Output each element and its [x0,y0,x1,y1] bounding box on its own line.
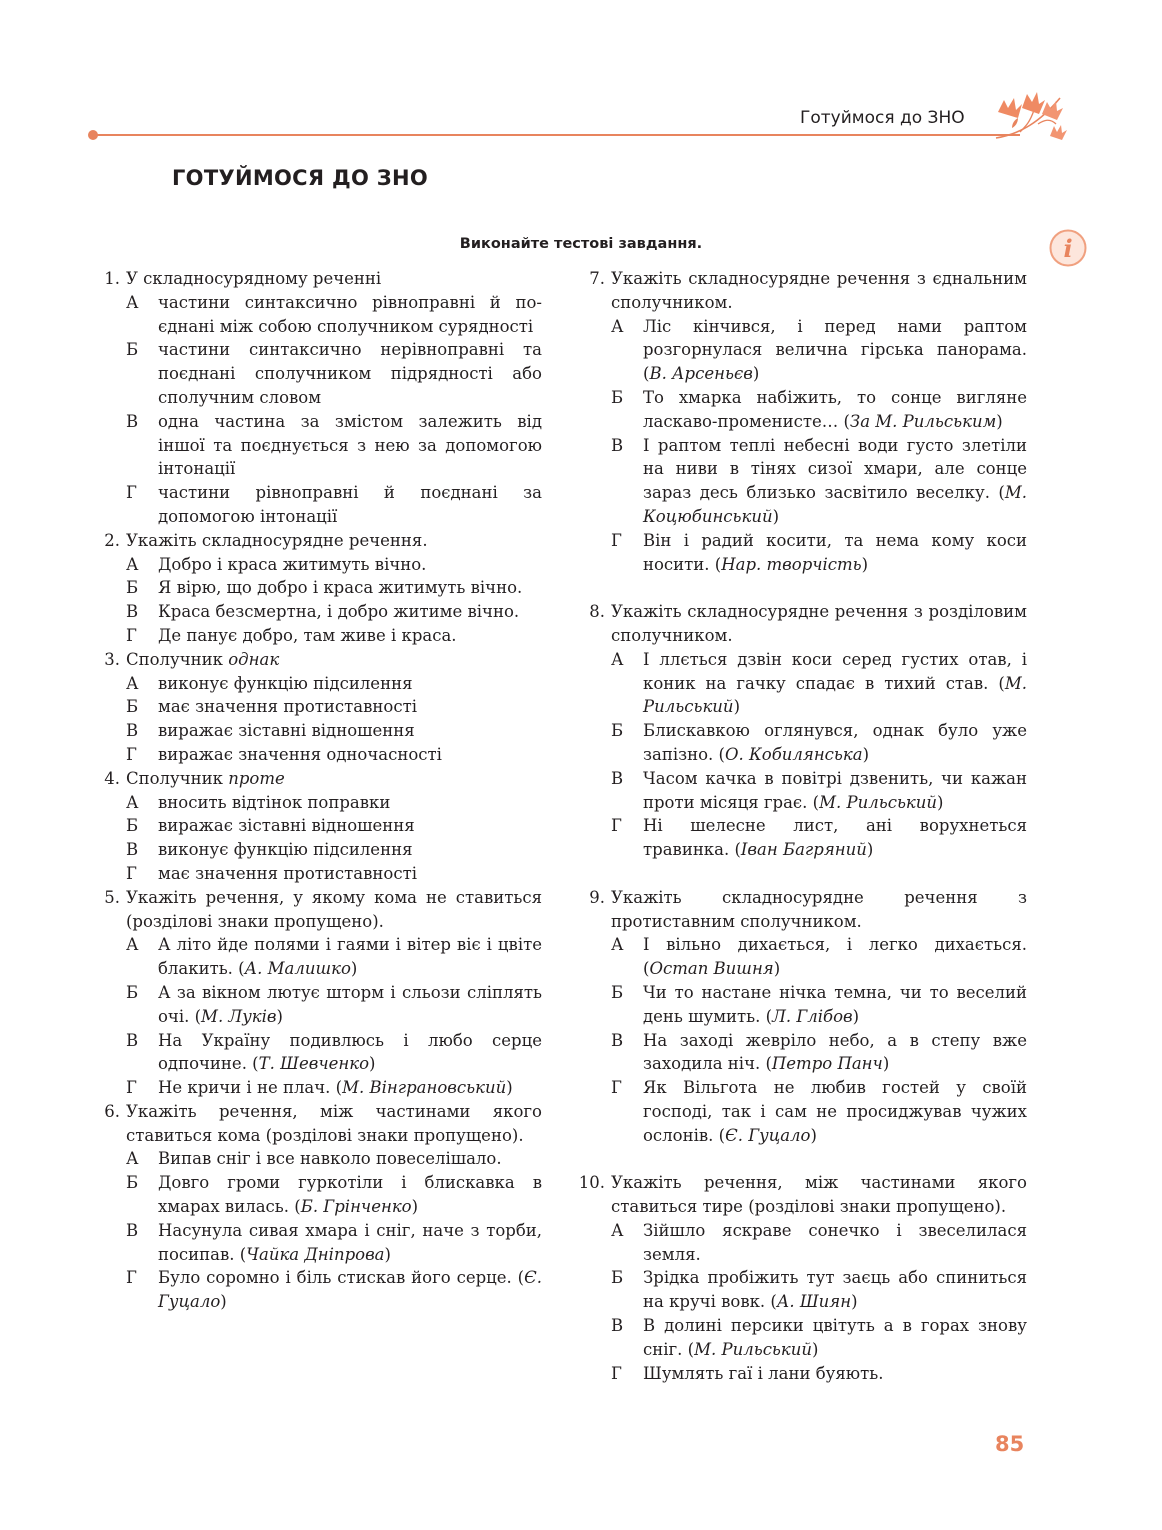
answer-option [575,1029,1027,1077]
answer-option [90,624,542,648]
question-number: 2. [104,530,120,550]
option-tail: ) [866,840,874,860]
answer-option [90,1266,542,1314]
option-letter: Г [611,530,622,550]
question-text-main: Укажіть складносурядне речення з розділовим сполучником. [611,602,1027,645]
option-text: Блискавкою оглянувся, однак було уже запізно. ( [643,721,1027,764]
question-text [611,886,1027,934]
option-text: Де панує добро, там живе і краса. [158,625,457,645]
option-letter: Г [126,625,137,645]
question-text [126,529,542,553]
option-text: Ні шелесне лист, ані ворухнеться травинка. ( [643,816,1027,860]
option-text: Краса безсмертна, і добро житиме вічно. [158,602,520,622]
option-text: Я вірю, що добро і краса житимуть вічно. [158,578,523,598]
option-letter: А [126,792,139,812]
option-tail: ) [733,697,740,717]
option-tail: ) [350,959,358,979]
answer-option [90,743,542,767]
answer-option [575,1076,1027,1147]
option-text: На заході жевріло небо, а в степу вже заходила ніч. ( [643,1030,1027,1074]
option-letter: Б [126,340,139,360]
option-text: виконує функцію підсилення [158,673,413,693]
question-gap [575,576,1027,600]
option-text: Шумлять гаї і лани буяють. [643,1363,884,1383]
option-source: Чайка Дніпрова [246,1244,385,1264]
option-text: частини синтаксично нерівноправні та поєднані сполучником підрядності або сполучним словом [158,340,542,407]
option-tail: ) [996,411,1003,431]
option-text: має значення протиставності [158,697,418,717]
option-source: М. Рильський [643,673,1027,717]
option-text: виконує функцію підсилення [158,840,413,860]
option-source: Іван Багряний [740,840,867,860]
question-text-main: Укажіть складносурядне речення з протиставним сполучником. [611,887,1027,931]
answer-option [90,1029,542,1077]
option-text: виражає значення одночасності [158,744,442,764]
option-letter: А [611,649,624,669]
answer-option [575,933,1027,981]
answer-option [90,838,542,862]
option-tail: ) [851,1292,858,1312]
option-letter: А [611,1220,624,1240]
option-letter: А [126,935,139,955]
question-text [126,1100,542,1148]
option-letter: Г [611,1363,622,1383]
svg-text:i: i [1063,234,1073,263]
option-source: О. Кобилянська [724,744,863,764]
question-text [611,600,1027,648]
answer-option [90,672,542,696]
option-tail: ) [384,1244,391,1264]
answer-option [575,434,1027,529]
option-letter: А [126,554,139,574]
answer-option [575,719,1027,767]
option-letter: Г [126,744,137,764]
option-source: М. Вінграновський [342,1078,507,1098]
answer-option [575,981,1027,1029]
option-source: За М. Рильським [849,411,997,431]
option-tail: ) [852,1006,860,1026]
option-tail: ) [882,1054,890,1074]
answer-option [90,791,542,815]
option-text: Він і радий косити, та нема кому коси носити. ( [643,530,1027,574]
question-text [611,1171,1027,1219]
option-source: В. Арсеньєв [649,364,753,384]
option-letter: А [126,673,139,693]
header-line [92,134,1020,136]
option-tail: ) [810,1125,817,1145]
answer-option [575,814,1027,862]
question-number: 8. [589,602,605,622]
question [90,1100,542,1148]
option-source: Л. Глібов [772,1006,853,1026]
option-tail: ) [752,364,760,384]
option-text: одна частина за змістом залежить від іншої та поєднується з нею за допомогою інтонації [158,411,542,479]
answer-option [90,719,542,743]
option-text: На Україну подивлюсь і любо серце одпочине. ( [158,1030,542,1074]
question-text-main: Укажіть речення, між частинами якого ставиться тире (розділові знаки пропущено). [611,1173,1027,1217]
answer-option [575,767,1027,815]
answer-option [90,291,542,339]
option-letter: А [126,1149,139,1169]
option-text: Випав сніг і все навколо повеселішало. [158,1149,502,1169]
option-tail: ) [772,506,780,526]
answer-option [90,814,542,838]
option-source: А. Шиян [776,1292,852,1312]
answer-option [575,1219,1027,1267]
option-letter: А [611,935,624,955]
answer-option [90,1219,542,1267]
question [575,600,1027,648]
option-letter: А [611,316,624,336]
answer-option [90,1171,542,1219]
option-letter: В [611,1030,624,1050]
option-letter: В [126,411,139,431]
option-letter: Г [126,863,137,883]
option-letter: Б [126,982,139,1002]
question-text-italic: однак [228,649,280,669]
option-letter: Г [126,483,137,503]
option-letter: В [126,1030,139,1050]
option-source: Є. Гуцало [158,1268,542,1312]
questions-column-left [90,267,542,1314]
answer-option [90,481,542,529]
answer-option [90,553,542,577]
option-letter: В [611,1316,624,1336]
option-tail: ) [862,744,870,764]
option-text: А за вікном лютує шторм і сльози сліплять очі. ( [158,982,542,1026]
option-text: Насунула сивая хмара і сніг, наче з торби, посипав. ( [158,1220,542,1264]
option-text: Часом качка в повітрі дзвенить, чи кажан проти місяця грає. ( [643,768,1027,812]
answer-option [90,338,542,409]
questions-column-right [575,267,1027,1385]
option-text: виражає зіставні відношення [158,816,415,836]
question [90,886,542,934]
option-letter: В [126,721,139,741]
question [575,1171,1027,1219]
question-number: 7. [589,269,605,288]
question-text-main: У складносурядному реченні [126,269,382,288]
answer-option [575,1362,1027,1386]
option-tail: ) [861,554,869,574]
question-text-main: Укажіть речення, у якому кома не ставиться (розділові знаки пропущено). [126,887,542,931]
option-letter: В [126,840,139,860]
option-source: Є. Гуцало [725,1125,811,1145]
option-source: А. Малишко [244,959,351,979]
option-text: частини синтаксично рівноправні й по-єднані між собою сполучником сурядності [158,292,542,336]
option-letter: Б [611,1268,624,1288]
answer-option [90,981,542,1029]
option-source: М. Рильський [819,792,938,812]
option-tail: ) [937,792,944,812]
option-letter: Г [611,1078,622,1098]
option-letter: В [611,768,624,788]
option-letter: В [611,435,624,455]
question-text-main: Укажіть речення, між частинами якого ставиться кома (розділові знаки пропущено). [126,1101,542,1145]
option-text: В долині персики цвітуть а в горах знову сніг. ( [643,1316,1027,1359]
option-tail: ) [369,1054,376,1074]
option-letter: Б [126,578,139,598]
option-source: Петро Панч [771,1054,883,1074]
answer-option [90,933,542,981]
option-source: Т. Шевченко [258,1054,370,1074]
question-text [126,886,542,934]
option-tail: ) [220,1292,227,1312]
question-number: 3. [104,649,120,669]
option-text: Ліс кінчився, і перед нами раптом розгорнулася велична гірська панорама. ( [643,316,1027,384]
question-text-main: Сполучник [126,649,229,669]
option-tail: ) [411,1197,419,1217]
answer-option [575,386,1027,434]
option-text: Довго громи гуркотіли і блискавка в хмарах вилась. ( [158,1173,542,1217]
question-number: 6. [104,1101,120,1121]
question [90,648,542,672]
question-text-main: Сполучник [126,768,229,788]
option-tail: ) [506,1078,513,1098]
answer-option [575,648,1027,719]
answer-option [90,695,542,719]
question-text [126,648,542,672]
answer-option [575,1314,1027,1362]
option-letter: Б [126,697,139,717]
option-text: має значення протиставності [158,863,418,883]
flowers-icon [990,88,1070,144]
question [90,267,542,291]
option-source: М. Рильський [694,1339,813,1359]
answer-option [90,410,542,481]
option-text: Зійшло яскраве сонечко і звеселилася земля. [643,1220,1027,1264]
option-letter: Г [126,1268,137,1288]
question [575,886,1027,934]
option-text: Було соромно і біль стискав його серце. ( [158,1268,525,1288]
answer-option [90,600,542,624]
question-number: 10. [578,1173,605,1193]
question [575,267,1027,315]
option-tail: ) [276,1006,283,1026]
option-text: вносить відтінок поправки [158,792,391,812]
question-number: 9. [589,887,605,907]
option-text: То хмарка набіжить, то сонце вигляне ласкаво-променисте… ( [643,387,1027,431]
option-source: Б. Грінченко [300,1197,412,1217]
option-text: виражає зіставні відношення [158,721,415,741]
option-tail: ) [812,1339,819,1359]
option-letter: Г [126,1078,137,1098]
option-letter: А [126,292,139,312]
page-number: 85 [995,1432,1025,1456]
option-letter: Б [611,982,624,1002]
answer-option [90,862,542,886]
option-text: І раптом теплі небесні води густо злетіли на ниви в тінях сизої хмари, але сонце зараз десь близько засвітило веселку. ( [643,435,1027,503]
question [90,767,542,791]
question-text-main: Укажіть складносурядне речення з єднальним сполучником. [611,269,1027,312]
question-number: 4. [104,768,120,788]
answer-option [90,1076,542,1100]
option-source: Остап Вишня [649,959,774,979]
option-text: частини рівноправні й поєднані за допомогою інтонації [158,483,542,526]
option-text: Як Вільгота не любив гостей у своїй господі, так і сам не просиджував чужих ослонів. ( [643,1078,1027,1145]
option-text: Не кричи і не плач. ( [158,1078,343,1098]
option-source: Нар. творчість [721,554,862,574]
instruction: Виконайте тестові завдання. [459,236,703,252]
option-source: М. Луків [201,1006,277,1026]
answer-option [90,1147,542,1171]
answer-option [575,529,1027,577]
option-text: І ллється дзвін коси серед густих отав, і коник на гачку спадає в тихий став. ( [643,649,1027,693]
answer-option [575,1266,1027,1314]
option-text: І вільно дихається, і легко дихається. ( [643,935,1027,979]
option-text: Чи то настане нічка темна, чи то веселий день шумить. ( [643,982,1027,1026]
question-gap [575,1147,1027,1171]
option-letter: Б [611,721,624,741]
option-source: М. Коцюбинський [643,483,1027,526]
question-text-italic: проте [228,768,285,788]
option-letter: Б [611,387,624,407]
option-tail: ) [773,959,781,979]
question [90,529,542,553]
question-number: 5. [104,887,120,907]
option-letter: Б [126,816,139,836]
question-text [611,267,1027,315]
option-letter: В [126,1220,139,1240]
option-text: Зрідка пробіжить тут заєць або спиниться на кручі вовк. ( [643,1268,1027,1312]
question-text-main: Укажіть складносурядне речення. [126,530,428,550]
option-letter: Б [126,1173,139,1193]
question-text [126,267,542,291]
answer-option [90,576,542,600]
option-letter: В [126,602,139,622]
option-text: А літо йде полями і гаями і вітер віє і цвіте блакить. ( [158,935,542,979]
answer-option [575,315,1027,386]
question-gap [575,862,1027,886]
running-title: Готуймося до ЗНО [800,108,965,128]
option-text: Добро і краса житимуть вічно. [158,554,427,574]
page-title: ГОТУЙМОСЯ ДО ЗНО [172,166,428,190]
question-number: 1. [104,269,120,288]
option-letter: Г [611,816,622,836]
question-text [126,767,542,791]
